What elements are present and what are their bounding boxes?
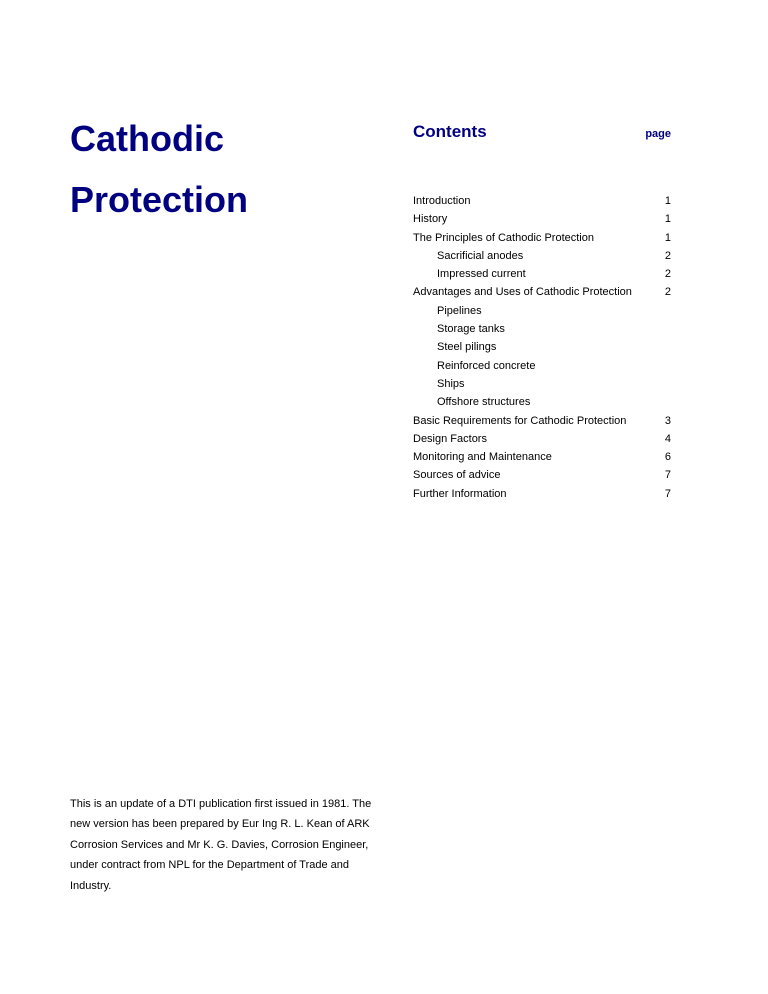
toc-entry-advantages-and-uses bbox=[413, 283, 671, 301]
toc-entry-basic-requirements bbox=[413, 412, 671, 430]
toc-entry-design-factors bbox=[413, 430, 671, 448]
toc-entry-page: 7 bbox=[664, 487, 671, 500]
toc-entry-page: 1 bbox=[664, 231, 671, 244]
toc-entry-history bbox=[413, 210, 671, 228]
toc-entry-sacrificial-anodes bbox=[413, 247, 671, 265]
toc-entry-label: Steel pilings bbox=[437, 341, 497, 354]
toc-entry-page: 6 bbox=[664, 451, 671, 464]
toc-entry-offshore-structures bbox=[413, 393, 671, 411]
toc-entry-label: Design Factors bbox=[413, 432, 487, 445]
toc-entry-page: 1 bbox=[664, 213, 671, 226]
toc-entry-page: 7 bbox=[664, 469, 671, 482]
publication-note: This is an update of a DTI publication first issued in 1981. The new version has been prepared by Eur Ing R. L. Kean of ARK Corrosion Services and Mr K. G. Davies, Corrosion Engineer, under contract from NPL for the Department of Trade and Industry. bbox=[70, 798, 372, 892]
toc-entry-label: Sacrificial anodes bbox=[437, 249, 524, 262]
toc-entry-label: Ships bbox=[437, 377, 465, 390]
toc-entry-reinforced-concrete bbox=[413, 357, 671, 375]
toc-entry-further-information bbox=[413, 485, 671, 503]
page-column-heading: page bbox=[645, 128, 671, 140]
toc-entry-label: Further Information bbox=[413, 487, 507, 500]
toc-entry-label: Reinforced concrete bbox=[437, 359, 536, 372]
toc-entry-monitoring-and-maintenance bbox=[413, 448, 671, 466]
toc-entry-page: 3 bbox=[664, 414, 671, 427]
toc-entry-label: Offshore structures bbox=[437, 396, 531, 409]
title-cathodic: Cathodic bbox=[70, 118, 225, 159]
toc-entry-label: Basic Requirements for Cathodic Protection bbox=[413, 414, 627, 427]
toc-entry-label: The Principles of Cathodic Protection bbox=[413, 231, 594, 244]
toc-entry-page: 1 bbox=[664, 195, 671, 207]
toc-entry-steel-pilings bbox=[413, 338, 671, 356]
toc-entry-page: 2 bbox=[664, 268, 671, 281]
toc-entry-principles bbox=[413, 229, 671, 247]
toc-entry-ships bbox=[413, 375, 671, 393]
toc-entry-label: Sources of advice bbox=[413, 469, 501, 482]
toc-entry-pipelines bbox=[413, 302, 671, 320]
toc-entry-page: 2 bbox=[664, 286, 671, 299]
toc-entry-label: Pipelines bbox=[437, 304, 482, 317]
toc-entry-label: History bbox=[413, 213, 448, 226]
toc-entry-introduction bbox=[413, 192, 671, 210]
toc-entry-label: Introduction bbox=[413, 195, 471, 207]
table-of-contents bbox=[413, 192, 671, 503]
contents-heading: Contents bbox=[413, 122, 487, 141]
title-protection: Protection bbox=[70, 179, 249, 220]
toc-entry-sources-of-advice bbox=[413, 466, 671, 484]
toc-entry-impressed-current bbox=[413, 265, 671, 283]
toc-entry-storage-tanks bbox=[413, 320, 671, 338]
toc-entry-page: 2 bbox=[664, 249, 671, 262]
toc-entry-page: 4 bbox=[664, 432, 671, 445]
toc-entry-label: Advantages and Uses of Cathodic Protection bbox=[413, 286, 632, 299]
toc-entry-label: Monitoring and Maintenance bbox=[413, 451, 552, 464]
toc-entry-label: Impressed current bbox=[437, 268, 526, 281]
toc-entry-label: Storage tanks bbox=[437, 323, 505, 336]
